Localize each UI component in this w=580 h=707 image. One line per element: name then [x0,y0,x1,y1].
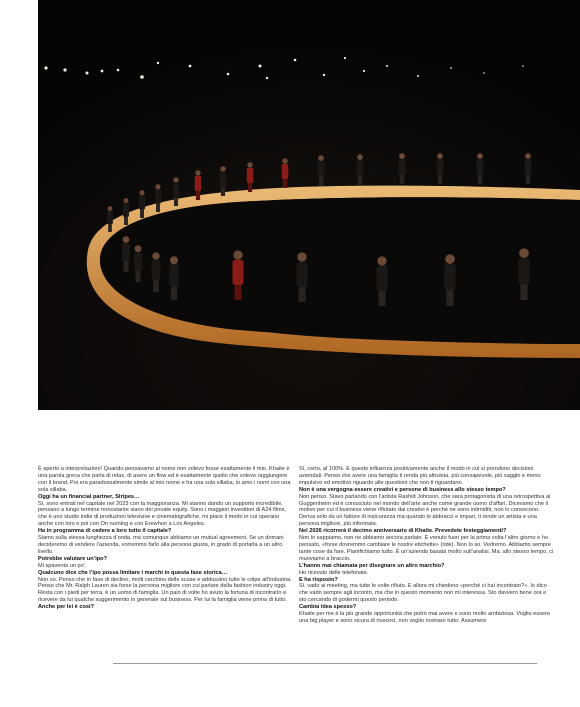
interview-answer: Sì, certo, al 100%. E questo influenza positivamente anche il modo in cui si prendono decisioni aziendali. Penso che avere una famiglia ti renda più altruista, più consapevole, più saggio e meno impulsivo ed emotivo riguardo alle questioni che non ti riguardano. [299,466,541,486]
interview-question: Potrebbe valutare un’ipo? [38,555,107,562]
runway-photo [38,0,580,410]
interview-answer: È aperto a interpretazioni! Quando pensavamo al nome non volevo fosse esattamente il mio. Khaite è una parola greca che parla di relax, di avere un flow ed è esattamente quello che volevo raggiungere con il brand. Poi era paradossalmente simile al mio nome e ha una sola sillaba, io amo i nomi con una sola sillaba. [38,466,291,493]
runway-scene [38,0,580,410]
interview-question: Oggi ha un financial partner, Stripes… [38,493,140,500]
article-column-left [38,466,294,611]
interview-question: Qualcuno dice che l’ipo possa limitare i marchi in questa fase storica… [38,569,228,576]
interview-question: L’hanno mai chiamata per disegnare un altro marchio? [299,562,445,569]
interview-answer: Ho ricevuto delle telefonate. [299,569,369,576]
interview-question: Cambia idea spesso? [299,604,357,611]
article-column-right [299,466,555,625]
interview-question: Non è una vergogna essere creativi e persone di business allo stesso tempo? [299,486,506,493]
footer-divider [113,663,537,664]
interview-answer: Khaite per me è la più grande opportunità che potrò mai avere e sono molto ambiziosa. Voglio essere una big player e sono sicura di riuscirci, non voglio rovinare tutto. Assumere [299,611,550,624]
interview-answer: Siamo sulla stessa lunghezza d’onda, ma comunque abbiamo un mutual agreement. Se un domani decideremo di vendere l’azienda, vorremmo farlo alla persona giusta, in grado di portarla a un altro livello. [38,535,284,555]
interview-answer: Non penso. Stavo parlando con l’artista Rashid Johnson, che sarà protagonista di una retrospettiva al Guggenheim ed è conosciuto nel mondo dell’arte anche come grande uomo d’affari. Dicevamo che il motivo per cui il business viene rifiutato dai creativi è perché ne sono intimiditi, non lo conoscono. Deriva solo da un fattore di insicurezza ma quando lo abbracci e impari, ti rende un artista e una persona migliore, più informata. [299,493,551,528]
interview-answer: Non so. Penso che in fase di declino, molti cerchino delle scuse e addossino tutte le colpe all’industria. Penso che Mr. Ralph Lauren sia forse la persona migliore con cui parlare della fashion industry oggi. Resta con i piedi per terra, è un uomo di famiglia. Un paio di volte ho avuto la fortuna di incontrarlo e ricevere da lui qualche suggerimento in generale sul business. Per lui la famiglia viene prima di tutto. [38,576,292,604]
interview-question: Anche per lei è così? [38,604,94,611]
interview-question: E ha risposto? [299,576,338,583]
interview-answer: Sì, sono entrati nel capitale nel 2023 con la maggioranza. Mi stanno dando un supporto incredibile, pensano a lungo termine nonostante siano dei private equity. Sono i maggiori investitori di A24 films, che è uno studio indie di produzioni televisive e cinematografiche, mi piace il modo in cui operano anche con loro e poi con On running e con Erewhon a Los Angeles. [38,500,287,528]
interview-answer: Non lo sappiamo, non ne abbiamo ancora parlato. È venuto fuori per la prima volta l’altro giorno e ho pensato, «forse dovremmo cambiare le nostre etichette» (ride). Non lo so. Vedremo. Abbiamo sempre tante cose da fare. Pianifichiamo tutto. È un’azienda basata molto sull’analisi. Ma, allo stesso tempo, ci muoviamo a braccio. [299,535,554,562]
interview-answer: Mi spaventa un po’. [38,562,87,569]
interview-question: Nel 2026 ricorrerà il decimo anniversario di Khaite. Prevedete festeggiamenti? [299,528,507,535]
interview-answer: Sì, vado ai meeting, ma tutte le volte rifiuto. E allora mi chiedono «perché ci hai incontrato?». Io dico che vado sempre agli incontri, ma che in questo momento non mi interessa. Sto davvero bene ora e sto cercando di godermi questo periodo. [299,583,547,604]
interview-question: Ha in programma di cedere a loro tutto il capitale? [38,528,172,535]
